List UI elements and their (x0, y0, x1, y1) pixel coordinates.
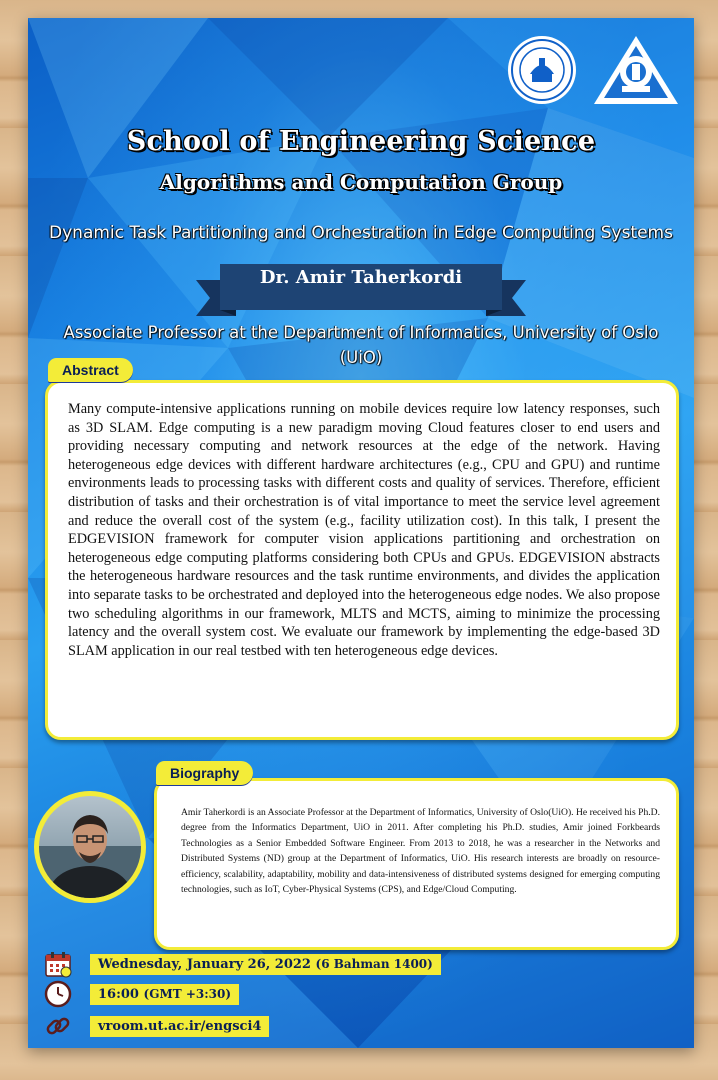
event-timezone: (GMT +3:30) (143, 986, 232, 1001)
event-date-alt: (6 Bahman 1400) (315, 956, 433, 971)
school-title: School of Engineering Science (126, 126, 596, 157)
affiliation-line-1: Associate Professor at the Department of Informatics, University of Oslo (63, 323, 659, 342)
logo-group (506, 34, 680, 106)
speaker-name: Dr. Amir Taherkordi (259, 267, 463, 288)
link-icon (44, 1012, 72, 1040)
biography-label: Biography (156, 761, 253, 785)
biography-text: Amir Taherkordi is an Associate Professor at the Department of Informatics, University of Oslo(UiO). He received his Ph.D. degree from the Informatics Department, UiO in 2011. After completing his Ph.D. studies, Amir joined Forkbeards Technologies as a Senior Embedded Software Engineer. From 2013 to 2018, he was a researcher in the Networks and Distributed Systems (ND) group at the Department of Informatics, UiO. His research interests are broadly on resource-efficiency, scalability, adaptability, mobility and data-intensiveness of distributed systems designed for emerging computing technologies, such as IoT, Cyber-Physical Systems (CPS), and Edge/Cloud Computing. (181, 807, 660, 896)
biography-box (154, 778, 679, 950)
clock-icon (44, 980, 72, 1008)
group-title: Algorithms and Computation Group (159, 170, 563, 194)
speaker-photo (34, 791, 146, 903)
event-date-label (90, 954, 441, 975)
event-date: Wednesday, January 26, 2022 (98, 956, 311, 972)
event-link[interactable]: vroom.ut.ac.ir/engsci4 (90, 1016, 269, 1037)
abstract-box (45, 380, 679, 740)
poster (28, 18, 694, 1048)
abstract-text: Many compute-intensive applications running on mobile devices require low latency responses, such as 3D SLAM. Edge computing is a new paradigm moving Cloud features closer to end users and providing necessary computing and network resources at the edge of the network. Having heterogeneous edge devices with different hardware architectures (e.g., CPU and GPU) and runtime environments leads to processing tasks with different costs and quality of services. Therefore, efficient distribution of tasks and their orchestration is of vital importance to meet the service level agreement and reduce the overall cost of the system (e.g., facility utilization cost). In this talk, I present the EDGEVISION framework for computer vision applications partitioning and orchestration on heterogeneous edge computing platforms considering both CPUs and GPUs. EDGEVISION abstracts the heterogeneous hardware resources and the task runtime environments, and divides the application into separate tasks to be orchestrated and deployed into the heterogeneous edge nodes. We also propose two scheduling algorithms in our framework, MLTS and MCTS, aiming to minimize the processing latency and the overall system cost. We evaluate our framework by implementing the edge-based 3D SLAM application in our real testbed with ten heterogeneous edge devices. (68, 401, 660, 659)
event-time-label (90, 984, 239, 1005)
event-link-row (44, 1012, 269, 1040)
event-time: 16:00 (98, 986, 139, 1002)
talk-title: Dynamic Task Partitioning and Orchestration in Edge Computing Systems (49, 223, 673, 243)
event-date-row (44, 950, 441, 978)
abstract-label: Abstract (48, 358, 133, 382)
event-time-row (44, 980, 239, 1008)
speaker-portrait-icon (39, 796, 141, 898)
affiliation-line-2: (UiO) (339, 348, 383, 367)
calendar-icon (44, 950, 72, 978)
university-of-tehran-logo (506, 34, 578, 106)
engineering-faculty-logo (592, 34, 680, 106)
